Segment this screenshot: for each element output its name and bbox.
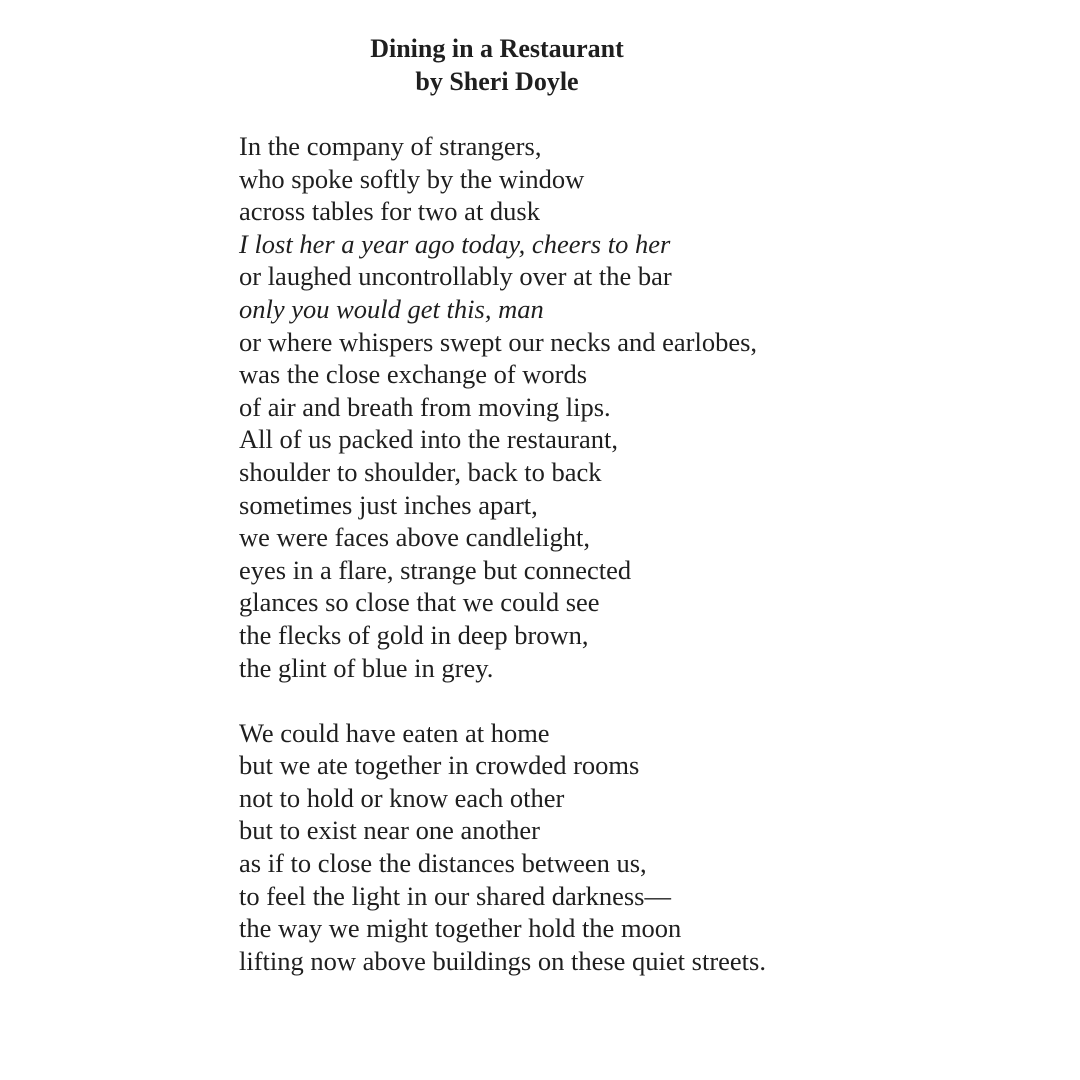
stanza xyxy=(239,130,1039,684)
poem-line: eyes in a flare, strange but connected xyxy=(239,554,632,585)
poem-line: sometimes just inches apart, xyxy=(239,489,538,520)
poem-line: as if to close the distances between us, xyxy=(239,848,647,879)
poem-line: to feel the light in our shared darkness— xyxy=(239,880,671,911)
poem-line: across tables for two at dusk xyxy=(239,196,540,227)
poem-line: of air and breath from moving lips. xyxy=(239,391,611,422)
poem-byline: by Sheri Doyle xyxy=(415,67,579,96)
poem-body xyxy=(239,130,1039,977)
poem-line: we were faces above candlelight, xyxy=(239,522,590,553)
poem-line: shoulder to shoulder, back to back xyxy=(239,456,602,487)
poem-line: I lost her a year ago today, cheers to her xyxy=(239,228,671,259)
poem-line: glances so close that we could see xyxy=(239,587,600,618)
poem-line: lifting now above buildings on these quiet streets. xyxy=(239,945,766,976)
poem-line: who spoke softly by the window xyxy=(239,163,585,194)
poem-line: or where whispers swept our necks and earlobes, xyxy=(239,326,758,357)
poem-line: or laughed uncontrollably over at the bar xyxy=(239,261,672,292)
poem-line: In the company of strangers, xyxy=(239,131,542,161)
poem-line: We could have eaten at home xyxy=(239,717,550,748)
stanza xyxy=(239,717,1039,978)
poem-line: was the close exchange of words xyxy=(239,359,588,390)
poem-title: Dining in a Restaurant xyxy=(370,34,624,63)
poem-line: the glint of blue in grey. xyxy=(239,652,494,683)
poem-line: All of us packed into the restaurant, xyxy=(239,424,618,455)
poem-line: but we ate together in crowded rooms xyxy=(239,750,640,781)
poem-header xyxy=(0,32,994,98)
poem-line: not to hold or know each other xyxy=(239,782,565,813)
poem-line: only you would get this, man xyxy=(239,293,544,324)
poem-line: but to exist near one another xyxy=(239,815,540,846)
poem-line: the way we might together hold the moon xyxy=(239,913,682,944)
poem-line: the flecks of gold in deep brown, xyxy=(239,619,589,650)
